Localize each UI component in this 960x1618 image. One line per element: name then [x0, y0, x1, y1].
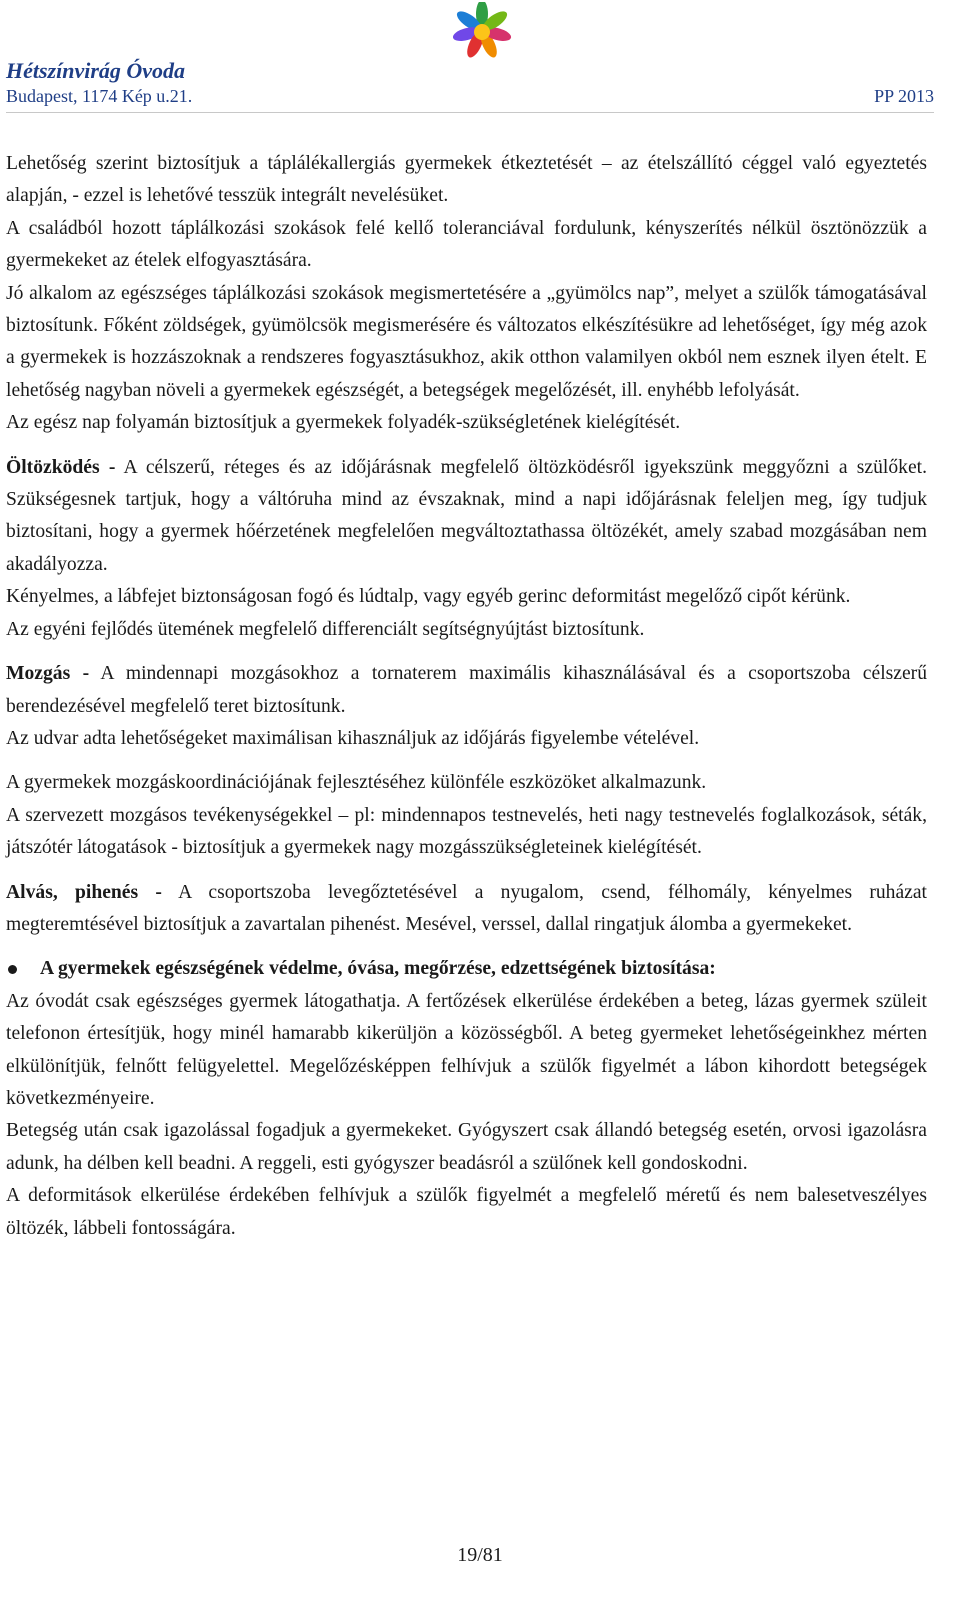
section-movement-title: Mozgás - — [6, 663, 90, 685]
paragraph-differentiated-help: Az egyéni fejlődés ütemének megfelelő differenciált segítségnyújtást biztosítunk. — [6, 618, 645, 640]
organization-address: Budapest, 1174 Kép u.21. — [6, 86, 193, 106]
paragraph-coordination: A gyermekek mozgáskoordinációjának fejlesztéséhez különféle eszközöket alkalmazunk. — [6, 772, 707, 794]
section-dressing — [6, 452, 927, 582]
bullet-heading-health — [6, 953, 927, 985]
paragraph-fruit-day: Jó alkalom az egészséges táplálkozási szokások megismertetésére a „gyümölcs nap”, melyet a szülők támogatásával biztosítunk. Főként zöldségek, gyümölcsök megismerésére és változatos elkészítésükre ad lehetőséget, így még azok a gyermekek is hozzászoknak a rendszeres fogyasztásukhoz, akik otthon valamilyen okból nem esznek ilyen ételt. E lehetőség nagyban növeli a gyermekek egészségét, a betegségek megelőzését, ill. enyhébb lefolyását. — [6, 282, 927, 401]
paragraph-fluids: Az egész nap folyamán biztosítjuk a gyermekek folyadék-szükségletének kielégítését. — [6, 412, 681, 434]
bullet-heading-text: A gyermekek egészségének védelme, óvása, megőrzése, edzettségének biztosítása: — [40, 958, 716, 980]
paragraph-organized-movement: A szervezett mozgásos tevékenységekkel – pl: mindennapos testnevelés, heti nagy testnevelés foglalkozások, séták, játszótér látogatások - biztosítjuk a gyermekek nagy mozgásszükségleteinek kielégítését. — [6, 804, 927, 859]
paragraph-medication: Betegség után csak igazolással fogadjuk a gyermekeket. Gyógyszert csak állandó betegség esetén, orvosi igazolásra adunk, ha délben kell beadni. A reggeli, esti gyógyszer beadásról a szülőnek kell gondoskodni. — [6, 1120, 927, 1174]
program-code: PP 2013 — [874, 86, 934, 106]
bullet-icon — [8, 965, 17, 974]
paragraph-family-habits: A családból hozott táplálkozási szokások felé kellő toleranciával fordulunk, kényszerítés nélkül ösztönözzük a gyermekeket az ételek elfogyasztására. — [6, 217, 927, 272]
page-header — [6, 0, 934, 113]
section-movement-text: A mindennapi mozgásokhoz a tornaterem maximális kihasználásával és a csoportszoba célszerű berendezésével megfelelő teret biztosítunk. — [6, 663, 927, 717]
organization-name: Hétszínvirág Óvoda — [6, 58, 186, 83]
paragraph-shoes: Kényelmes, a lábfejet biztonságosan fogó és lúdtalp, vagy egyéb gerinc deformitást megelőző cipőt kérünk. — [6, 586, 851, 608]
page-number: 19/81 — [457, 1544, 503, 1566]
section-sleep-text: A csoportszoba levegőztetésével a nyugalom, csend, félhomály, kényelmes ruházat megteremtésével biztosítjuk a zavartalan pihenést. Mesével, verssel, dallal ringatjuk álomba a gyermekeket. — [6, 881, 928, 935]
section-movement — [6, 658, 927, 723]
paragraph-deformities: A deformitások elkerülése érdekében felhívjuk a szülők figyelmét a megfelelő méretű és nem balesetveszélyes öltözék, lábbeli fontosságára. — [6, 1185, 927, 1239]
paragraph-yard: Az udvar adta lehetőségeket maximálisan kihasználjuk az időjárás figyelembe vételével. — [6, 727, 700, 749]
paragraph-allergy: Lehetőség szerint biztosítjuk a táplálékallergiás gyermekek étkeztetését – az ételszállító céggel való egyeztetés alapján, - ezzel is lehetővé tesszük integrált nevelésüket. — [6, 153, 927, 207]
section-sleep — [6, 877, 927, 942]
section-sleep-title: Alvás, pihenés - — [6, 881, 162, 903]
section-dressing-title: Öltözködés - — [6, 456, 116, 478]
paragraph-healthy-attendance: Az óvodát csak egészséges gyermek látogathatja. A fertőzések elkerülése érdekében a beteg, lázas gyermek szüleit telefonon értesítjük, hogy minél hamarabb kikerüljön a közösségből. A beteg gyermeket lehetőségeinkhez mérten elkülönítjük, felnőtt felügyelettel. Megelőzésképpen felhívjuk a szülők figyelmét a lábon kihordott betegségek következményeire. — [6, 990, 927, 1109]
document-body — [6, 148, 927, 1245]
flower-logo-icon — [434, 2, 530, 60]
section-dressing-text: A célszerű, réteges és az időjárásnak megfelelő öltözködésről igyekszünk meggyőzni a szülőket. Szükségesnek tartjuk, hogy a váltóruha mind az évszaknak, mind a napi időjárásnak feleljen meg, így tudjuk biztosítani, hogy a gyermek hőérzetének megfelelően megváltoztathassa öltözékét, amely szabad mozgásában nem akadályozza. — [6, 456, 928, 575]
